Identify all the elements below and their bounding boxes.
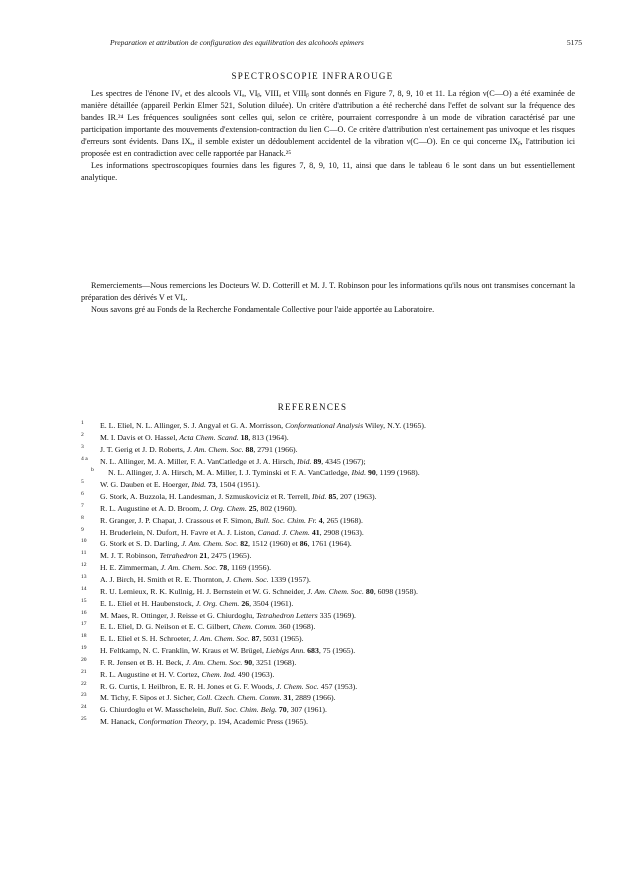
reference-text: R. L. Augustine et A. D. Broom, J. Org. Chem. 25, 802 (1960).	[100, 503, 297, 513]
reference-number: 7	[81, 502, 84, 509]
reference-item	[81, 515, 575, 527]
reference-number: 10	[81, 538, 87, 545]
running-header-title: Preparation et attribution de configuration des equilibration des alcohools epimers	[110, 38, 364, 47]
reference-item	[81, 432, 575, 444]
reference-item	[81, 621, 575, 633]
reference-item	[81, 420, 575, 432]
paragraph: Les informations spectroscopiques fournies dans les figures 7, 8, 9, 10, 11, ainsi que dans le tableau 6 le sont dans un but essentiellement analytique.	[81, 161, 575, 182]
reference-text: M. Maes, R. Ottinger, J. Reisse et G. Chiurdoglu, Tetrahedron Letters 335 (1969).	[100, 610, 356, 620]
paragraph: Remerciements—Nous remercions les Docteurs W. D. Cotterill et M. J. T. Robinson pour les informations qu'ils nous ont transmises concernant la préparation des dérivés V et VIₐ.	[81, 281, 575, 302]
reference-item	[81, 503, 575, 515]
reference-text: N. L. Allinger, J. A. Hirsch, M. A. Miller, I. J. Tyminski et F. A. VanCatledge, Ibid. 90, 1199 (1968).	[108, 468, 420, 478]
reference-number: 17	[81, 621, 87, 628]
reference-item	[81, 538, 575, 550]
reference-item	[81, 633, 575, 645]
reference-text: H. E. Zimmerman, J. Am. Chem. Soc. 78, 1169 (1956).	[100, 563, 272, 573]
reference-item	[81, 669, 575, 681]
reference-text: R. Granger, J. P. Chapat, J. Crassous et F. Simon, Bull. Soc. Chim. Fr. 4, 265 (1968).	[100, 515, 363, 525]
reference-text: M. I. Davis et O. Hassel, Acta Chem. Scand. 18, 813 (1964).	[100, 432, 289, 442]
reference-item	[81, 527, 575, 539]
reference-item	[81, 574, 575, 586]
reference-text: E. L. Eliel et S. H. Schroeter, J. Am. Chem. Soc. 87, 5031 (1965).	[100, 634, 304, 644]
reference-item	[81, 610, 575, 622]
reference-number: 15	[81, 597, 87, 604]
reference-list	[81, 420, 575, 728]
page-number: 5175	[566, 38, 582, 47]
reference-text: R. L. Augustine et H. V. Cortez, Chem. Ind. 490 (1963).	[100, 669, 275, 679]
reference-text: E. L. Eliel, D. G. Neilson et E. C. Gilbert, Chem. Comm. 360 (1968).	[100, 622, 316, 632]
reference-item	[81, 550, 575, 562]
reference-item	[81, 491, 575, 503]
paragraph: Nous savons gré au Fonds de la Recherche Fondamentale Collective pour l'aide apportée au Laboratoire.	[91, 305, 435, 314]
reference-text: E. L. Eliel et H. Haubenstock, J. Org. Chem. 26, 3504 (1961).	[100, 598, 294, 608]
reference-number: 3	[81, 443, 84, 450]
reference-item	[81, 456, 575, 468]
reference-item	[81, 681, 575, 693]
reference-number: 13	[81, 573, 87, 580]
reference-text: N. L. Allinger, M. A. Miller, F. A. VanCatledge et J. A. Hirsch, Ibid. 89, 4345 (1967);	[100, 456, 366, 466]
reference-text: H. Feltkamp, N. C. Franklin, W. Kraus et W. Brügel, Liebigs Ann. 683, 75 (1965).	[100, 646, 356, 656]
reference-number: 11	[81, 550, 87, 557]
reference-item	[81, 562, 575, 574]
reference-number: 16	[81, 609, 87, 616]
reference-number: 12	[81, 562, 87, 569]
reference-item	[81, 704, 575, 716]
reference-text: G. Stork et S. D. Darling, J. Am. Chem. Soc. 82, 1512 (1960) et 86, 1761 (1964).	[100, 539, 352, 549]
acknowledgements	[81, 280, 575, 316]
reference-text: A. J. Birch, H. Smith et R. E. Thornton, J. Chem. Soc. 1339 (1957).	[100, 574, 311, 584]
reference-number: b	[91, 467, 94, 474]
reference-item	[81, 479, 575, 491]
reference-number: 22	[81, 680, 87, 687]
reference-number: 19	[81, 645, 87, 652]
reference-number: 8	[81, 514, 84, 521]
section-heading-references: REFERENCES	[277, 402, 348, 412]
reference-text: J. T. Gerig et J. D. Roberts, J. Am. Chem. Soc. 88, 2791 (1966).	[100, 444, 298, 454]
reference-number: 23	[81, 692, 87, 699]
reference-number: 1	[81, 420, 84, 426]
reference-item	[81, 586, 575, 598]
reference-text: M. Tichy, F. Sipos et J. Sicher, Coll. Czech. Chem. Comm. 31, 2889 (1966).	[100, 693, 336, 703]
reference-text: G. Stork, A. Buzzola, H. Landesman, J. Szmuskoviciz et R. Terrell, Ibid. 85, 207 (1963).	[100, 492, 377, 502]
reference-item	[81, 692, 575, 704]
reference-number: 24	[81, 704, 87, 711]
reference-number: 25	[81, 716, 87, 723]
reference-number: 2	[81, 431, 84, 438]
reference-number: 14	[81, 585, 87, 592]
reference-number: 6	[81, 491, 84, 498]
reference-text: R. G. Curtis, I. Heilbron, E. R. H. Jones et G. F. Woods, J. Chem. Soc. 457 (1953).	[100, 681, 358, 691]
reference-text: H. Bruderlein, N. Dufort, H. Favre et A. J. Liston, Canad. J. Chem. 41, 2908 (1963).	[100, 527, 364, 537]
paragraph: Les spectres de l'énone IVₐ et des alcools VIₐ, VIᵦ, VIIIₐ et VIIIᵦ sont donnés en Figure 7, 8, 9, 10 et 11. La région ν(C—O) a été examinée de manière détaillée (appareil Perkin Elmer 521, Solution diluée). Un critère d'attribution a été recherché dans l'effet de solvant sur la fréquence des bandes IR.²⁴ Les fréquences soulignées sont celles qui, selon ce critère, pourraient correspondre à un mode de vibration caractérisé par une participation importante des mouvements d'extension-contraction du lien C—O. Ce critère d'attribution n'est certainement pas univoque et les risques d'erreurs sont évidents. Dans IXₐ, il semble exister un dédoublement accidentel de la vibration ν(C—O). En ce qui concerne IXᵦ, l'attribution ici proposée est en contradiction avec celle rapportée par Hanack.²⁵	[81, 89, 575, 158]
reference-text: R. U. Lemieux, R. K. Kullnig, H. J. Bernstein et W. G. Schneider, J. Am. Chem. Soc. 80, 6098 (1958).	[100, 586, 418, 596]
spectroscopy-text	[81, 88, 575, 184]
reference-number: 20	[81, 656, 87, 663]
reference-text: W. G. Dauben et E. Hoerger, Ibid. 73, 1504 (1951).	[100, 480, 260, 490]
reference-number: 21	[81, 668, 87, 675]
reference-item	[81, 716, 575, 728]
section-heading-spectroscopy: SPECTROSCOPIE INFRAROUGE	[231, 71, 394, 81]
reference-item	[81, 657, 575, 669]
reference-item	[81, 467, 575, 479]
reference-number: 18	[81, 633, 87, 640]
reference-text: E. L. Eliel, N. L. Allinger, S. J. Angyal et G. A. Morrisson, Conformational Analysis Wiley, N.Y. (1965).	[100, 421, 426, 430]
reference-number: 9	[81, 526, 84, 533]
reference-text: F. R. Jensen et B. H. Beck, J. Am. Chem. Soc. 90, 3251 (1968).	[100, 657, 297, 667]
reference-number: 5	[81, 479, 84, 486]
reference-item	[81, 645, 575, 657]
reference-text: M. Hanack, Conformation Theory, p. 194, Academic Press (1965).	[100, 717, 308, 727]
reference-number: 4 a	[81, 455, 88, 462]
reference-item	[81, 598, 575, 610]
reference-item	[81, 444, 575, 456]
reference-text: G. Chiurdoglu et W. Masschelein, Bull. Soc. Chim. Belg. 70, 307 (1961).	[100, 705, 327, 715]
reference-text: M. J. T. Robinson, Tetrahedron 21, 2475 (1965).	[100, 551, 252, 561]
